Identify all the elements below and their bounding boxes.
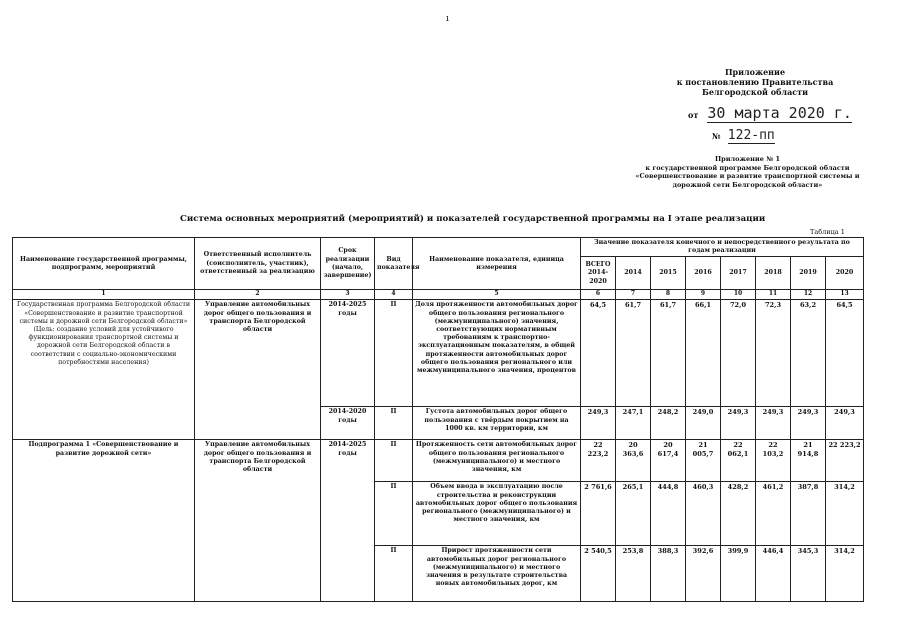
- number-value: 122-пп: [727, 128, 775, 143]
- top-mark: ı: [446, 14, 449, 24]
- col-number: 8: [651, 290, 686, 300]
- header-year-2015: 2015: [651, 257, 686, 290]
- appendix-number: [712, 124, 775, 143]
- value-2015: 388,3: [651, 546, 686, 602]
- value-total: 22 223,2: [581, 440, 616, 482]
- value-2015: 61,7: [651, 300, 686, 407]
- indicator-type: П: [375, 482, 413, 546]
- appendix-line1: Приложение: [724, 67, 786, 77]
- subprogram-period: 2014-2025 годы: [321, 440, 375, 602]
- subprogram-name: Подпрограмма 1 «Совершенствование и развитие дорожной сети»: [13, 440, 195, 602]
- appendix1-line2: к государственной программе Белгородской области: [645, 163, 850, 172]
- indicators-table: [12, 237, 864, 602]
- appendix1-line1: Приложение № 1: [715, 155, 780, 163]
- value-2017: 72,0: [721, 300, 756, 407]
- value-2014: 247,1: [616, 407, 651, 440]
- value-2018: 249,3: [756, 407, 791, 440]
- col-number: 11: [756, 290, 791, 300]
- value-2018: 461,2: [756, 482, 791, 546]
- header-indicator: Наименование показателя, единица измерения: [413, 238, 581, 290]
- header-year-2020: 2020: [826, 257, 864, 290]
- date-prefix: от: [688, 110, 699, 120]
- number-prefix: №: [712, 131, 721, 141]
- value-2017: 428,2: [721, 482, 756, 546]
- header-type: Вид показателя: [375, 238, 413, 290]
- appendix-date: [688, 103, 852, 122]
- value-2016: 21 005,7: [686, 440, 721, 482]
- col-number: 13: [826, 290, 864, 300]
- header-year-2017: 2017: [721, 257, 756, 290]
- value-2019: 249,3: [791, 407, 826, 440]
- value-2020: 64,5: [826, 300, 864, 407]
- value-2018: 446,4: [756, 546, 791, 602]
- header-name: Наименование государственной программы, подпрограмм, мероприятий: [13, 238, 195, 290]
- value-2019: 21 914,8: [791, 440, 826, 482]
- indicator-type: П: [375, 546, 413, 602]
- header-total: ВСЕГО 2014-2020: [581, 257, 616, 290]
- value-2014: 253,8: [616, 546, 651, 602]
- col-number: 3: [321, 290, 375, 300]
- value-2019: 63,2: [791, 300, 826, 407]
- table-row: [13, 440, 864, 482]
- header-year-2018: 2018: [756, 257, 791, 290]
- value-2015: 248,2: [651, 407, 686, 440]
- value-2014: 61,7: [616, 300, 651, 407]
- value-2016: 460,3: [686, 482, 721, 546]
- col-number: 4: [375, 290, 413, 300]
- program-period: 2014-2020 годы: [321, 407, 375, 440]
- header-year-2016: 2016: [686, 257, 721, 290]
- value-2020: 314,2: [826, 546, 864, 602]
- value-2019: 387,8: [791, 482, 826, 546]
- value-total: 249,3: [581, 407, 616, 440]
- value-2019: 345,3: [791, 546, 826, 602]
- appendix-line3: Белгородской области: [701, 87, 809, 97]
- header-period: Срок реализации (начало, завершение): [321, 238, 375, 290]
- date-value: 30 марта 2020 г.: [707, 104, 852, 122]
- indicator-type: П: [375, 440, 413, 482]
- value-2018: 22 103,2: [756, 440, 791, 482]
- appendix-block: [660, 67, 850, 97]
- value-2017: 22 062,1: [721, 440, 756, 482]
- indicator-name: Прирост протяженности сети автомобильных дорог регионального (межмуниципального) и местного значения в результате строительства новых автомобильных дорог, км: [413, 546, 581, 602]
- col-number: 5: [413, 290, 581, 300]
- value-2016: 392,6: [686, 546, 721, 602]
- indicator-name: Доля протяженности автомобильных дорог общего пользования регионального (межмуниципального) значения, соответствующих нормативным требованиям к транспортно-эксплуатационным показателям, в общей протяженности автомобильных дорог общего пользования регионального или межмуниципального значения, процентов: [413, 300, 581, 407]
- program-name: Государственная программа Белгородской области «Совершенствование и развитие транспортной системы и дорожной сети Белгородской области»: [16, 301, 191, 325]
- value-2020: 314,2: [826, 482, 864, 546]
- value-2020: 22 223,2: [826, 440, 864, 482]
- table-label: Таблица 1: [810, 228, 845, 236]
- indicator-type: П: [375, 300, 413, 407]
- value-total: 64,5: [581, 300, 616, 407]
- indicator-name: Объем ввода в эксплуатацию после строительства и реконструкции автомобильных дорог общего пользования регионального (межмуниципального) и местного значения, км: [413, 482, 581, 546]
- col-number: 9: [686, 290, 721, 300]
- appendix1-line3: «Совершенствование и развитие транспортной системы и: [635, 172, 860, 180]
- value-2017: 399,9: [721, 546, 756, 602]
- value-2014: 20 363,6: [616, 440, 651, 482]
- table-row: [13, 300, 864, 407]
- indicator-name: Густота автомобильных дорог общего пользования с твёрдым покрытием на 1000 кв. км территории, км: [413, 407, 581, 440]
- value-2015: 444,8: [651, 482, 686, 546]
- col-number: 12: [791, 290, 826, 300]
- indicator-name: Протяженность сети автомобильных дорог общего пользования регионального (межмуниципального) и местного значения, км: [413, 440, 581, 482]
- value-total: 2 540,5: [581, 546, 616, 602]
- program-period: 2014-2025 годы: [321, 300, 375, 407]
- col-number: 7: [616, 290, 651, 300]
- value-2015: 20 617,4: [651, 440, 686, 482]
- value-2020: 249,3: [826, 407, 864, 440]
- value-total: 2 761,6: [581, 482, 616, 546]
- program-executor: Управление автомобильных дорог общего пользования и транспорта Белгородской области: [195, 300, 321, 440]
- document-title: Система основных мероприятий (мероприятий) и показателей государственной программы на I этапе реализации: [180, 214, 766, 224]
- value-2016: 66,1: [686, 300, 721, 407]
- col-number: 6: [581, 290, 616, 300]
- subprogram-executor: Управление автомобильных дорог общего пользования и транспорта Белгородской области: [195, 440, 321, 602]
- value-2016: 249,0: [686, 407, 721, 440]
- col-number: 2: [195, 290, 321, 300]
- appendix1-block: [615, 155, 880, 189]
- col-number: 1: [13, 290, 195, 300]
- value-2018: 72,3: [756, 300, 791, 407]
- header-year-2019: 2019: [791, 257, 826, 290]
- header-executor: Ответственный исполнитель (соисполнитель, участник), ответственный за реализацию: [195, 238, 321, 290]
- header-values-group: Значение показателя конечного и непосредственного результата по годам реализации: [581, 238, 864, 257]
- header-year-2014: 2014: [616, 257, 651, 290]
- col-number: 10: [721, 290, 756, 300]
- value-2014: 265,1: [616, 482, 651, 546]
- appendix-line2: к постановлению Правительства: [676, 77, 834, 87]
- program-goal: (Цель: создание условий для устойчивого функционирования транспортной системы и дорожной сети Белгородской области в соответствии с социально-экономическими потребностями населения): [28, 326, 179, 366]
- value-2017: 249,3: [721, 407, 756, 440]
- appendix1-line4: дорожной сети Белгородской области»: [672, 180, 823, 189]
- program-name-cell: [13, 300, 195, 440]
- indicator-type: П: [375, 407, 413, 440]
